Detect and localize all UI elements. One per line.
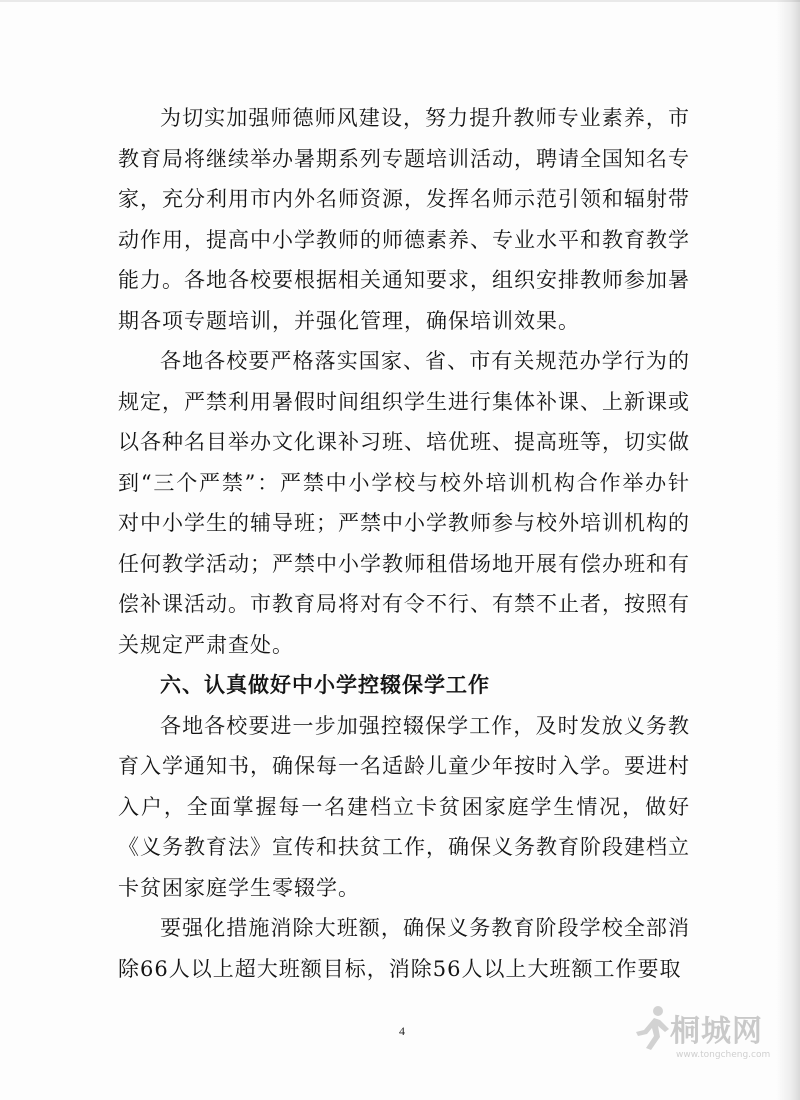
section-heading-six: 六、认真做好中小学控辍保学工作	[160, 673, 490, 697]
page-number: 4	[399, 1024, 405, 1038]
paragraph-dropout-control: 各地各校要进一步加强控辍保学工作，及时发放义务教育入学通知书，确保每一名适龄儿童少年按时入学。要进村入户，全面掌握每一名建档立卡贫困家庭学生情况，做好《义务教育法》宣传和扶贫工作，确保义务教育阶段建档立卡贫困家庭学生零辍学。	[118, 713, 690, 900]
paragraph-school-regulations: 各地各校要严格落实国家、省、市有关规范办学行为的规定，严禁利用暑假时间组织学生进行集体补课、上新课或以各种名目举办文化课补习班、培优班、提高班等，切实做到“三个严禁”：严禁中小学校与校外培训机构合作举办针对中小学生的辅导班；严禁中小学教师参与校外培训机构的任何教学活动；严禁中小学教师租借场地开展有偿办班和有偿补课活动。市教育局将对有令不行、有禁不止者，按照有关规定严肃查处。	[118, 349, 690, 657]
scan-edge-top	[0, 0, 800, 2]
watermark	[632, 1000, 782, 1082]
document-body	[118, 98, 690, 989]
watermark-text: 桐城网	[670, 1014, 763, 1049]
watermark-url: www.tongcheng.com	[676, 1050, 771, 1060]
runner-logo-icon	[632, 1004, 672, 1052]
scan-edge-shadow	[776, 0, 800, 1100]
paragraph-teacher-training: 为切实加强师德师风建设，努力提升教师专业素养，市教育局将继续举办暑期系列专题培训活动，聘请全国知名专家，充分利用市内外名师资源，发挥名师示范引领和辐射带动作用，提高中小学教师的师德素养、专业水平和教育教学能力。各地各校要根据相关通知要求，组织安排教师参加暑期各项专题培训，并强化管理，确保培训效果。	[118, 106, 690, 333]
paragraph-class-size: 要强化措施消除大班额，确保义务教育阶段学校全部消除66人以上超大班额目标，消除56人以上大班额工作要取	[118, 916, 690, 981]
